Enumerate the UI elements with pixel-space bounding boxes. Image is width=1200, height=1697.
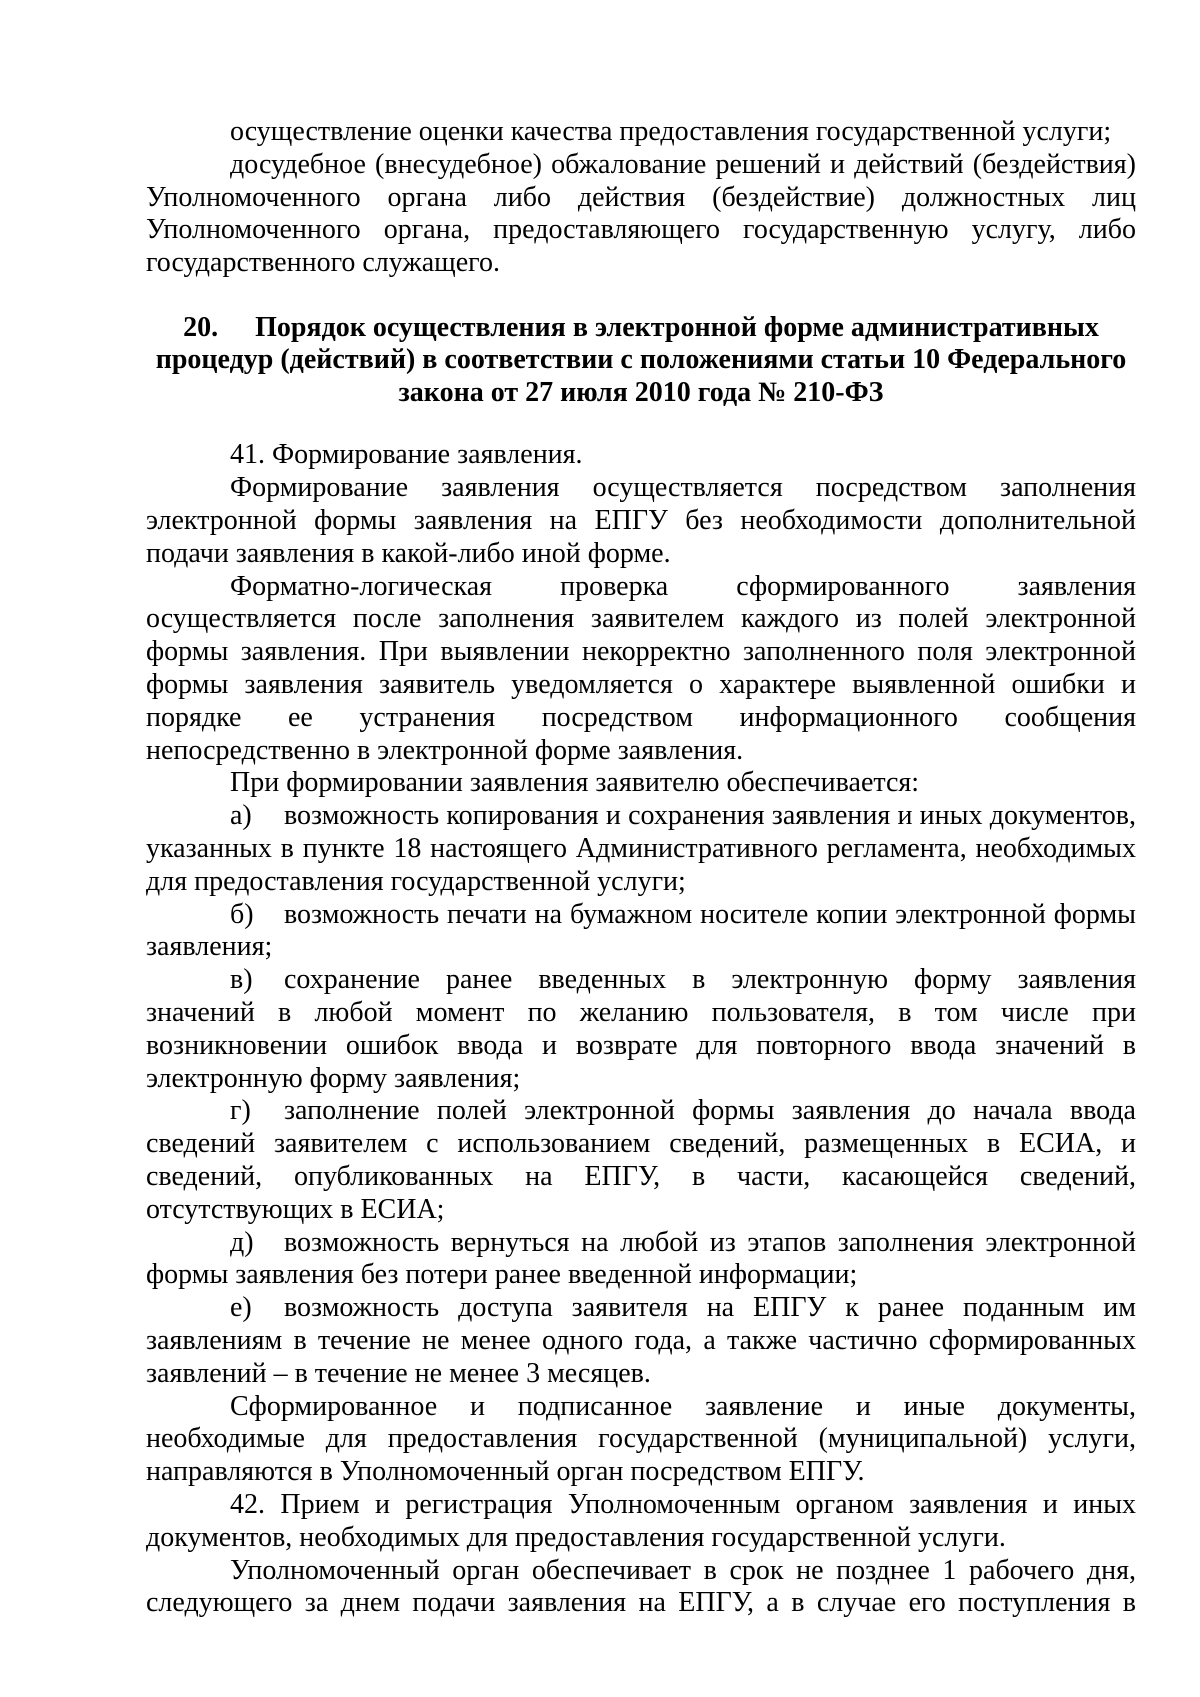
list-item [146, 1095, 1136, 1226]
list-item [146, 1227, 1136, 1293]
section-title: Порядок осуществления в электронной форме административных процедур (действий) в соответствии с положениями статьи 10 Федерального закона от 27 июля 2010 года № 210-ФЗ [155, 311, 1127, 408]
list-item [146, 1292, 1136, 1390]
list-item [146, 964, 1136, 1095]
list-item-label: г) [230, 1095, 251, 1127]
section-number: 20. [183, 311, 219, 343]
list-item-text: возможность доступа заявителя на ЕПГУ к ранее поданным им заявлениям в течение не менее одного года, а также частично сформированных заявлений – в течение не менее 3 месяцев. [146, 1292, 1136, 1389]
list-item-text: сохранение ранее введенных в электронную форму заявления значений в любой момент по желанию пользователя, в том числе при возникновении ошибок ввода и возврате для повторного ввода значений в электронную форму заявления; [146, 964, 1136, 1094]
paragraph: досудебное (внесудебное) обжалование решений и действий (бездействия) Уполномоченного органа либо действия (бездействие) должностных лиц Уполномоченного органа, предоставляющего государственную услугу, либо государственного служащего. [146, 148, 1136, 279]
clause-heading: 42. Прием и регистрация Уполномоченным органом заявления и иных документов, необходимых для предоставления государственной услуги. [146, 1488, 1136, 1553]
paragraph: Формирование заявления осуществляется посредством заполнения электронной формы заявления на ЕПГУ без необходимости дополнительной подачи заявления в какой-либо иной форме. [146, 472, 1136, 569]
list-item-label: е) [230, 1292, 252, 1324]
list-item-text: возможность вернуться на любой из этапов заполнения электронной формы заявления без потери ранее введенной информации; [146, 1226, 1136, 1291]
list-item-label: в) [230, 964, 253, 996]
list-item [146, 899, 1136, 965]
list-item-label: а) [230, 800, 252, 832]
list-item-label: д) [230, 1226, 254, 1258]
clause-heading: 41. Формирование заявления. [230, 439, 583, 471]
list-item-label: б) [230, 898, 254, 930]
paragraph: Сформированное и подписанное заявление и иные документы, необходимые для предоставления государственной (муниципальной) услуги, направляются в Уполномоченный орган посредством ЕПГУ. [146, 1390, 1136, 1488]
paragraph: Форматно-логическая проверка сформированного заявления осуществляется после заполнения заявителем каждого из полей электронной формы заявления. При выявлении некорректно заполненного поля электронной формы заявления заявитель уведомляется о характере выявленной ошибки и порядке ее устранения посредством информационного сообщения непосредственно в электронной форме заявления. [146, 570, 1136, 766]
list-item [146, 800, 1136, 898]
paragraph: Уполномоченный орган обеспечивает в срок не позднее 1 рабочего дня, следующего за днем подачи заявления на ЕПГУ, а в случае его поступления в [146, 1554, 1136, 1619]
paragraph: При формировании заявления заявителю обеспечивается: [230, 767, 920, 799]
document-page [146, 116, 1136, 1620]
section-heading [146, 312, 1136, 410]
list-item-text: возможность печати на бумажном носителе копии электронной формы заявления; [146, 898, 1136, 963]
paragraph: осуществление оценки качества предоставления государственной услуги; [230, 116, 1112, 147]
list-item-text: заполнение полей электронной формы заявления до начала ввода сведений заявителем с использованием сведений, размещенных в ЕСИА, и сведений, опубликованных на ЕПГУ, в части, касающейся сведений, отсутствующих в ЕСИА; [146, 1095, 1136, 1225]
list-item-text: возможность копирования и сохранения заявления и иных документов, указанных в пункте 18 настоящего Административного регламента, необходимых для предоставления государственной услуги; [146, 800, 1136, 897]
